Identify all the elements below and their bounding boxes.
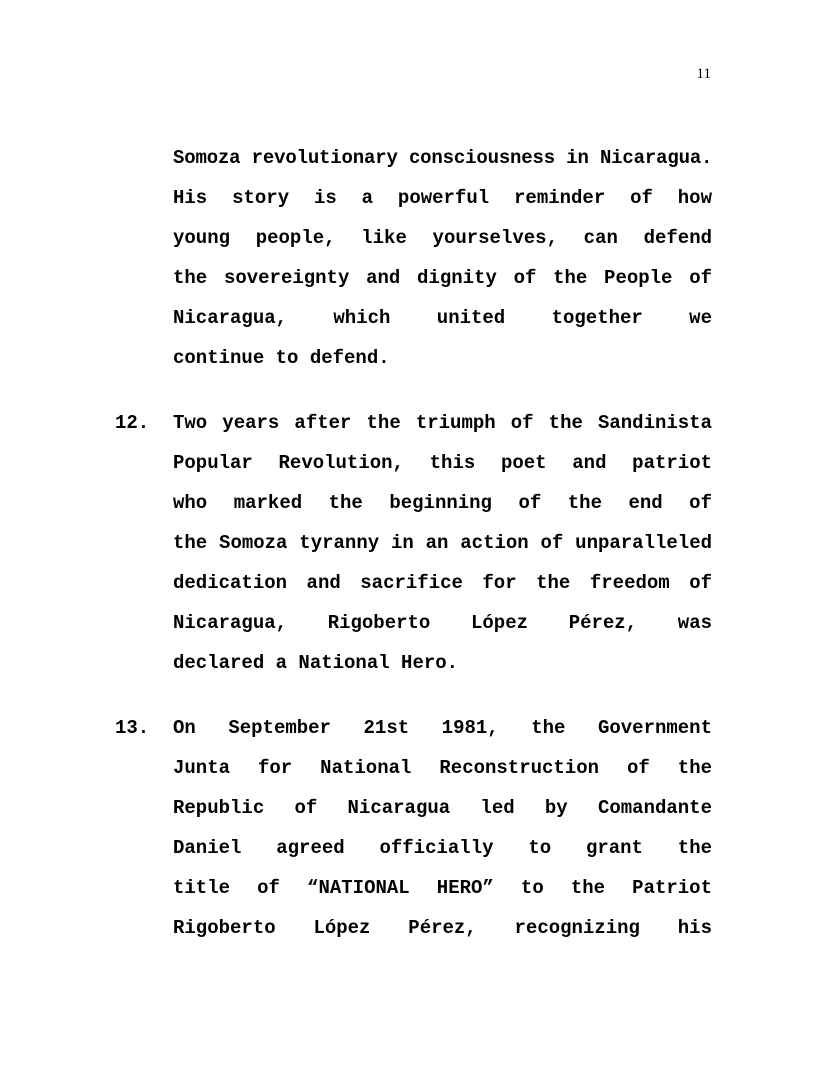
paragraph-line: Nicaragua, Rigoberto López Pérez, was: [173, 612, 712, 634]
paragraph-line: Popular Revolution, this poet and patriot: [173, 452, 712, 474]
paragraph-line: declared a National Hero.: [173, 652, 459, 674]
paragraph-line: who marked the beginning of the end of: [173, 492, 712, 514]
paragraph-13: [115, 708, 712, 948]
paragraph-line: On September 21st 1981, the Government: [173, 717, 712, 739]
paragraph-number: 12.: [115, 412, 150, 434]
paragraph-line: Republic of Nicaragua led by Comandante: [173, 797, 712, 819]
paragraph-continuation: [173, 138, 712, 378]
paragraph-line: the sovereignty and dignity of the People of: [173, 267, 712, 289]
paragraph-number: 13.: [115, 717, 150, 739]
page-number: 11: [696, 66, 711, 82]
paragraph-12: [115, 403, 712, 683]
paragraph-line: title of “NATIONAL HERO” to the Patriot: [173, 877, 712, 899]
paragraph-line: dedication and sacrifice for the freedom of: [173, 572, 712, 594]
paragraph-line: the Somoza tyranny in an action of unparalleled: [173, 532, 712, 554]
paragraph-line: Two years after the triumph of the Sandinista: [173, 412, 712, 434]
paragraph-line: Rigoberto López Pérez, recognizing his: [173, 917, 712, 939]
paragraph-line: young people, like yourselves, can defend: [173, 227, 712, 249]
paragraph-line: Nicaragua, which united together we: [173, 307, 712, 329]
paragraph-line: continue to defend.: [173, 347, 390, 369]
paragraph-line: His story is a powerful reminder of how: [173, 187, 712, 209]
document-body: [115, 138, 713, 973]
paragraph-line: Daniel agreed officially to grant the: [173, 837, 712, 859]
paragraph-line: Somoza revolutionary consciousness in Nicaragua.: [173, 147, 713, 169]
paragraph-line: Junta for National Reconstruction of the: [173, 757, 712, 779]
